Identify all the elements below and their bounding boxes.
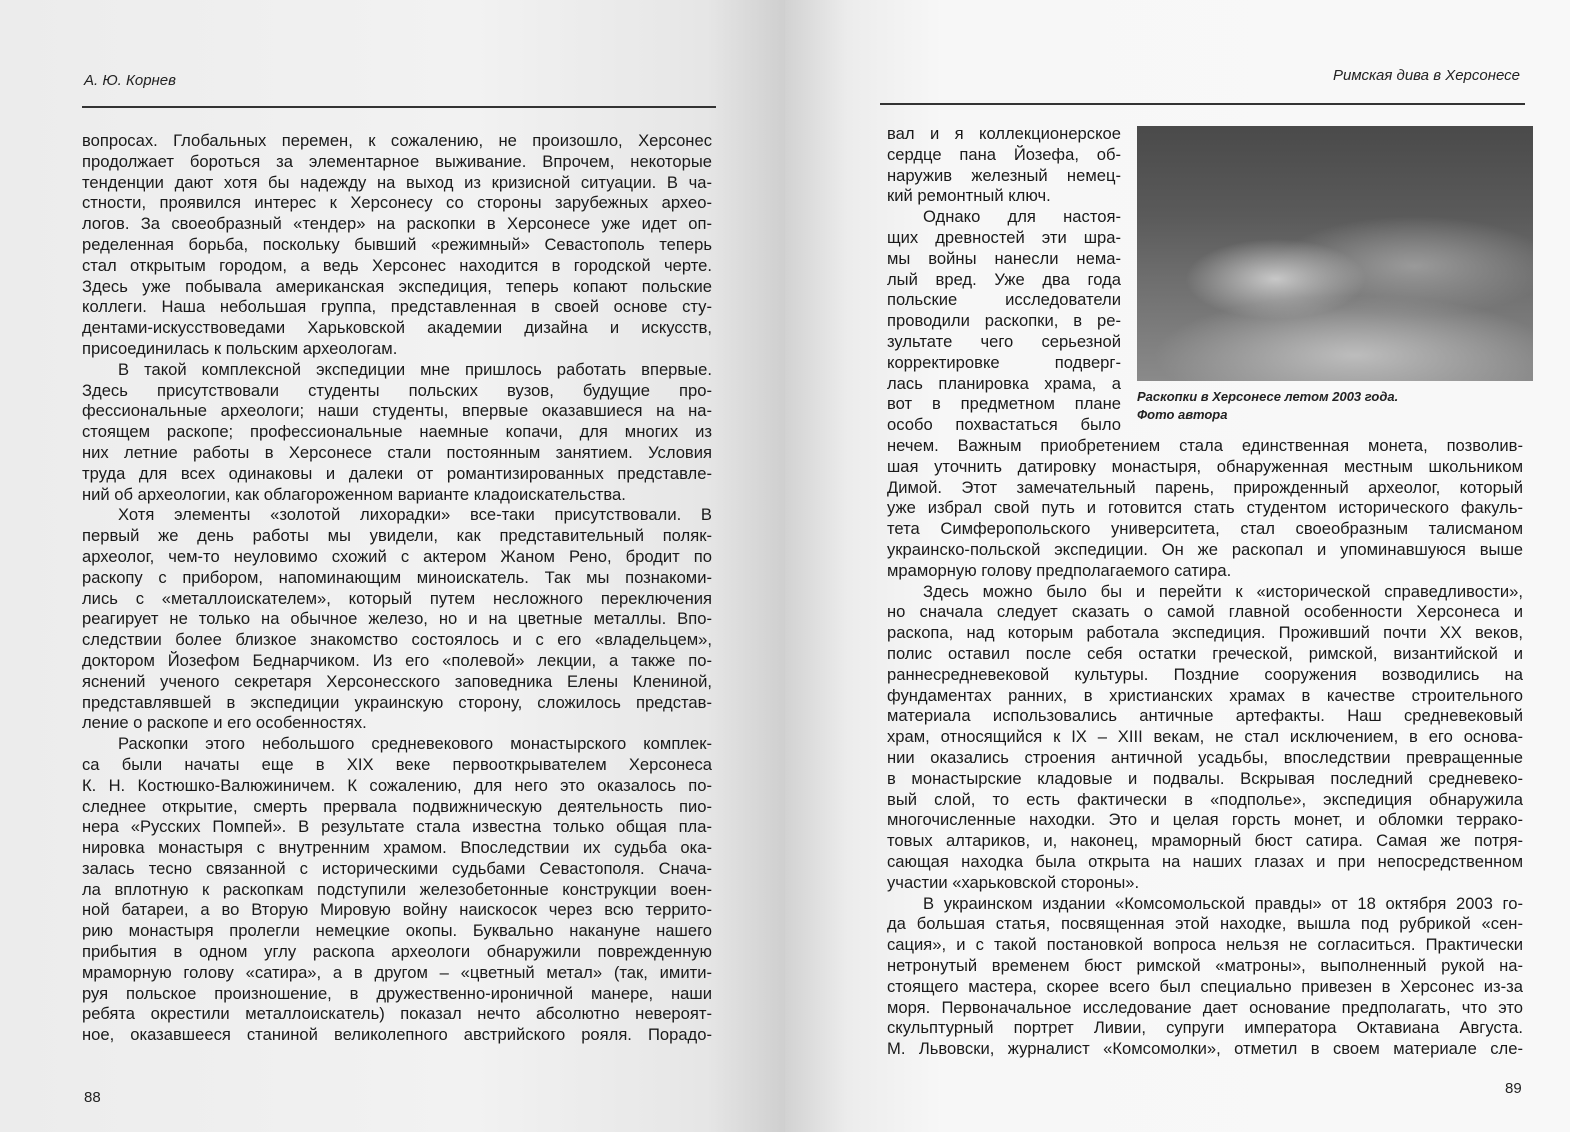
photo-caption xyxy=(1137,388,1398,424)
text-line: нечем. Важным приобретением стала единственная монета, позволив- xyxy=(887,436,1523,455)
header-rule xyxy=(82,106,716,108)
text-line: са были начаты еще в XIX веке первооткрывателем Херсонеса xyxy=(82,754,712,774)
text-line: сающая находка была открыта на наших глазах и при непосредственном xyxy=(887,851,1523,871)
text-line: шая уточнить датировку монастыря, обнаруженная местным школьником xyxy=(887,456,1523,476)
text-line: моря. Первоначальное исследование дает основание предполагать, что это xyxy=(887,997,1523,1017)
text-line: уже избрал свой путь и готовится стать студентом исторического факуль- xyxy=(887,498,1523,518)
text-line: ла вплотную к раскопкам подступили железобетонные конструкции воен- xyxy=(82,879,712,899)
text-line: храм, относящийся к IX – XIII векам, не стал исключением, в его основа- xyxy=(887,727,1523,747)
text-line: нировка монастыря с внутренним храмом. Впоследствии их судьба ока- xyxy=(82,838,712,858)
text-line: ной батареи, а во Вторую Мировую войну наискосок через всю террито- xyxy=(82,900,712,920)
text-line: наружив железный немец- xyxy=(887,165,1121,185)
text-line: сердце пана Йозефа, об- xyxy=(887,144,1121,164)
text-line: рию монастыря пролегли немецкие окопы. Буквально накануне нашего xyxy=(82,921,712,941)
text-line: лась планировка храма, а xyxy=(887,373,1121,393)
text-line: дентами-искусствоведами Харьковской академии дизайна и искусств, xyxy=(82,318,712,338)
text-line: Здесь присутствовали студенты польских вузов, будущие про- xyxy=(82,380,712,400)
right-page xyxy=(785,0,1570,1132)
body-text xyxy=(82,131,712,1046)
text-line: стности, проявился интерес к Херсонесу со стороны зарубежных архео- xyxy=(82,193,712,213)
text-line: материала использовались античные артефакты. Наш средневековый xyxy=(887,706,1523,726)
text-line: да большая статья, посвященная этой находке, вышла под рубрикой «сен- xyxy=(887,914,1523,934)
text-line: полис оставил после себя остатки греческой, римской, византийской и xyxy=(887,643,1523,663)
text-line: раннесредневековой культуры. Поздние сооружения возводились на xyxy=(887,664,1523,684)
page-number: 89 xyxy=(1505,1080,1522,1097)
paragraph xyxy=(887,207,1121,436)
paragraph xyxy=(82,734,712,1046)
text-line: мраморную голову предполагаемого сатира. xyxy=(887,560,1232,580)
paragraph xyxy=(887,894,1523,1060)
text-line: вый слой, то есть фактически в «подполье», экспедиция обнаружила xyxy=(887,789,1523,809)
text-line: Хотя элементы «золотой лихорадки» все-таки присутствовали. В xyxy=(118,505,712,525)
text-line: мраморную голову «сатира», а в другом – «цветный метал» (так, имити- xyxy=(82,962,712,982)
paragraph xyxy=(82,360,712,506)
caption-credit: Фото автора xyxy=(1137,407,1228,422)
text-line: представлявшей в экспедиции украинскую сторону, сложилось представ- xyxy=(82,692,712,712)
text-line: лись с «металлоискателем», который путем несложного переключения xyxy=(82,588,712,608)
text-line: яснений ученого секретаря Херсонесского заповедника Елены Клениной, xyxy=(82,671,712,691)
text-line: следнее открытие, смерть прервала подвижническую деятельность пио- xyxy=(82,796,712,816)
text-line: ребята окрестили металлоискатель) показал нечто абсолютно невероят- xyxy=(82,1004,712,1024)
text-line: Однако для настоя- xyxy=(923,207,1121,227)
text-line: в монастырские кладовые и подвалы. Вскрывая последний средневеко- xyxy=(887,768,1523,788)
text-line: прибытия в одном углу раскопа археологи обнаружили поврежденную xyxy=(82,942,712,962)
text-line: ределенная борьба, поскольку бывший «режимный» Севастополь теперь xyxy=(82,234,712,254)
text-line: ное, оказавшееся станиной великолепного австрийского рояля. Порадо- xyxy=(82,1025,712,1045)
text-line: тета Симферопольского университета, стал своеобразным талисманом xyxy=(887,519,1523,539)
text-line: В такой комплексной экспедиции мне пришлось работать впервые. xyxy=(118,359,712,379)
text-line: вот в предметном плане xyxy=(887,394,1121,414)
text-line: фундаментах ранних, в христианских храмах в качестве строительного xyxy=(887,685,1523,705)
text-line: сация», и с такой постановкой вопроса нельзя не согласиться. Практически xyxy=(887,935,1523,955)
text-line: них летние работы в Херсонесе стали постоянным занятием. Условия xyxy=(82,442,712,462)
paragraph xyxy=(887,582,1523,894)
paragraph xyxy=(82,505,712,734)
text-line: реагирует не только на обычное железо, но и на цветные металлы. Впо- xyxy=(82,609,712,629)
text-line: нии оказались строения античной усадьбы, впоследствии превращенные xyxy=(887,747,1523,767)
text-line: руя польское произношение, в дружественно-ироничной манере, наши xyxy=(82,983,712,1003)
text-line: украинско-польской экспедиции. Он же раскопал и упоминавшуюся выше xyxy=(887,539,1523,559)
paragraph xyxy=(887,436,1523,582)
text-line: мы войны нанесли нема- xyxy=(887,248,1121,268)
text-line: Димой. Этот замечательный парень, прирожденный археолог, который xyxy=(887,477,1523,497)
paragraph xyxy=(887,124,1121,207)
text-line: залась тесно связанной с историческими судьбами Севастополя. Снача- xyxy=(82,858,712,878)
text-line: первый же день работы мы увидели, как представительный поляк- xyxy=(82,526,712,546)
text-line: зультате чего серьезной xyxy=(887,331,1121,351)
text-line: В украинском издании «Комсомольской правды» от 18 октября 2003 го- xyxy=(923,893,1523,913)
text-line: присоединилась к польским археологам. xyxy=(82,338,398,358)
running-head-author: А. Ю. Корнев xyxy=(84,72,176,89)
text-line: особо похвастаться было xyxy=(887,415,1121,435)
text-line: многочисленные находки. Это и целая горсть монет, и обломки террако- xyxy=(887,810,1523,830)
text-line: коллеги. Наша небольшая группа, представленная в своей основе сту- xyxy=(82,297,712,317)
text-line: тенденции дают хотя бы надежду на выход из кризисной ситуации. В ча- xyxy=(82,172,712,192)
body-text xyxy=(887,436,1523,1060)
paragraph xyxy=(82,131,712,360)
text-line: археолог, чем-то неуловимо схожий с актером Жаном Рено, бродит по xyxy=(82,546,712,566)
text-line: скульптурный портрет Ливии, супруги императора Октавиана Августа. xyxy=(887,1018,1523,1038)
text-line: раскопа, над которым работала экспедиция. Проживший почти XX веков, xyxy=(887,623,1523,643)
text-line: польские исследователи xyxy=(887,290,1121,310)
text-line: раскопу с прибором, напоминающим миноискатель. Так мы познакоми- xyxy=(82,567,712,587)
text-line: следствии более близкое знакомство состоялось и с его «владельцем», xyxy=(82,630,712,650)
page-number: 88 xyxy=(84,1089,101,1106)
text-line: вопросах. Глобальных перемен, к сожалению, не произошло, Херсонес xyxy=(82,131,712,150)
text-line: Здесь уже побывала американская экспедиция, теперь копают польские xyxy=(82,276,712,296)
text-line: продолжает бороться за элементарное выживание. Впрочем, некоторые xyxy=(82,151,712,171)
text-line: кий ремонтный ключ. xyxy=(887,186,1051,206)
text-line: логов. За своеобразный «тендер» на раскопки в Херсонесе уже идет оп- xyxy=(82,214,712,234)
text-line: участии «харьковской стороны». xyxy=(887,872,1140,892)
text-line: стоящем раскопе; профессиональные наемные копачи, для многих из xyxy=(82,422,712,442)
text-line: доктором Йозефом Беднарчиком. Из его «полевой» лекции, а также по- xyxy=(82,650,712,670)
text-line: вал и я коллекционерское xyxy=(887,124,1121,143)
text-line: М. Львовски, журналист «Комсомолки», отметил в своем материале сле- xyxy=(887,1039,1523,1059)
excavation-photo xyxy=(1137,126,1533,381)
text-line: фессиональные археологи; наши студенты, впервые оказавшиеся на на- xyxy=(82,401,712,421)
text-line: ний об археологии, как облагороженном варианте кладоискательства. xyxy=(82,484,626,504)
text-line: лый вред. Уже два года xyxy=(887,269,1121,289)
body-text-narrow xyxy=(887,124,1121,436)
text-line: но сначала следует сказать о самой главной особенности Херсонеса и xyxy=(887,602,1523,622)
text-line: щих древностей эти шра- xyxy=(887,227,1121,247)
running-head-title: Римская дива в Херсонесе xyxy=(1332,67,1520,84)
text-line: нера «Русских Помпей». В результате стала известна только общая пла- xyxy=(82,817,712,837)
header-rule xyxy=(880,103,1525,105)
text-line: К. Н. Костюшко-Валюжиничем. К сожалению, для него это оказалось по- xyxy=(82,775,712,795)
text-line: нетронутый временем бюст римской «матроны», выполненный рукой на- xyxy=(887,955,1523,975)
text-line: Здесь можно было бы и перейти к «исторической справедливости», xyxy=(923,581,1523,601)
text-line: Раскопки этого небольшого средневекового монастырского комплек- xyxy=(118,734,712,754)
text-line: товых алтариков, и, наконец, мраморный бюст сатира. Самая же потря- xyxy=(887,831,1523,851)
text-line: проводили раскопки, в ре- xyxy=(887,311,1121,331)
text-line: корректировке подверг- xyxy=(887,352,1121,372)
text-line: труда для всех одинаковы и далеки от романтизированных представле- xyxy=(82,463,712,483)
text-line: ление о раскопе и его особенностях. xyxy=(82,713,367,733)
caption-line: Раскопки в Херсонесе летом 2003 года. xyxy=(1137,389,1399,404)
text-line: стоящего мастера, скорее всего был специально привезен в Херсонес из-за xyxy=(887,976,1523,996)
text-line: стал открытым городом, а ведь Херсонес находится в городской черте. xyxy=(82,255,712,275)
